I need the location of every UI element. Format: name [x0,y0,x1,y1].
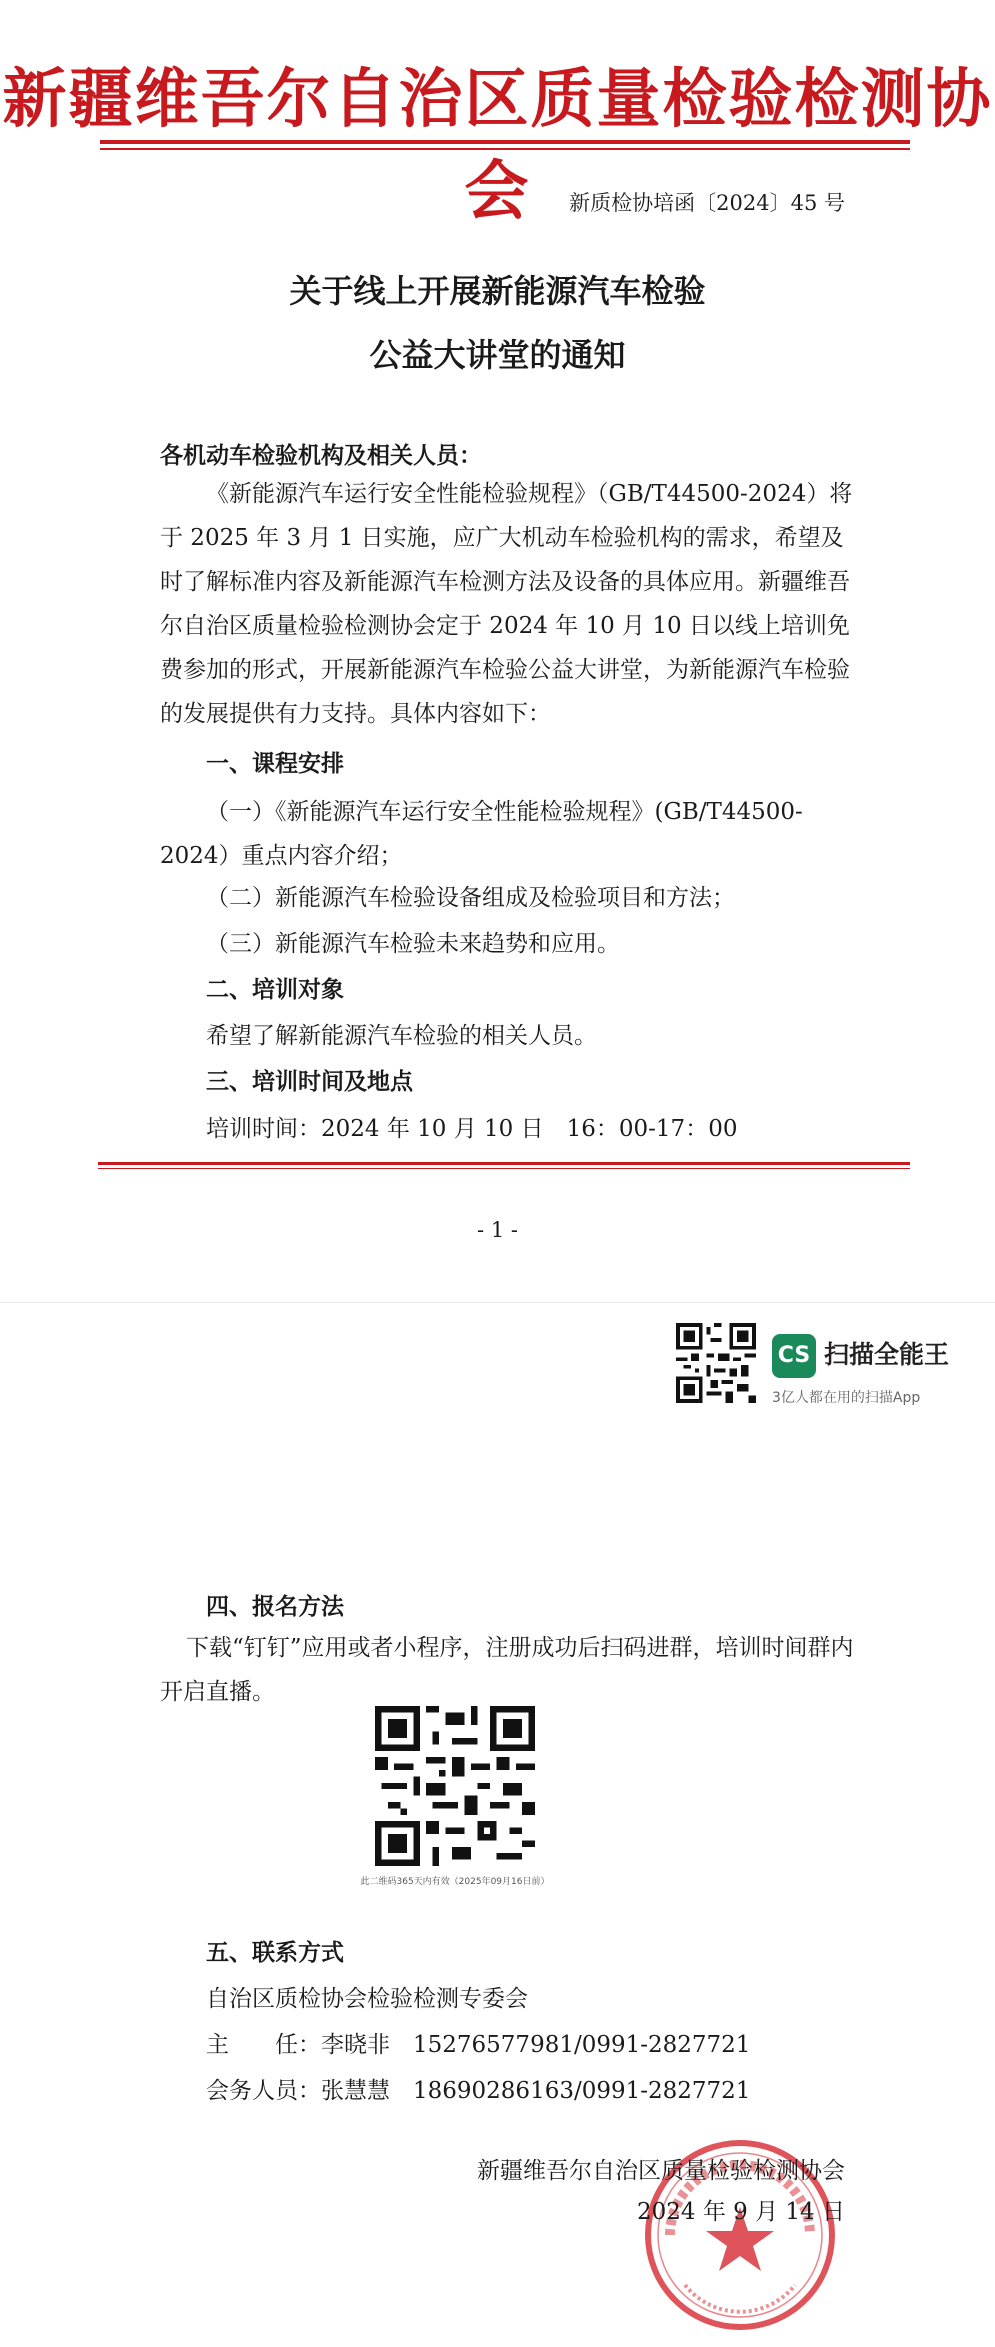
section3-text: 培训时间：2024 年 10 月 10 日 16：00-17：00 [206,1116,738,1142]
section1-item1: （一）《新能源汽车运行安全性能检验规程》(GB/T44500-2024）重点内容介绍； [160,799,803,869]
signature-date: 2024 年 9 月 14 日 [637,2199,845,2225]
header-rule-thin [100,148,910,150]
section4-text: 下载“钉钉”应用或者小程序，注册成功后扫码进群，培训时间群内开启直播。 [160,1635,854,1705]
qr-caption: 此二维码365天内有效（2025年09月16日前） [360,1877,550,1887]
document-number: 新质检协培函〔2024〕45 号 [569,191,845,215]
scanner-watermark [676,1323,976,1405]
notice-title-line2: 公益大讲堂的通知 [369,336,626,374]
camscanner-tagline: 3亿人都在用的扫描App [772,1390,921,1406]
camscanner-logo-icon: CS [772,1334,816,1378]
dingtalk-group-qr-code [375,1706,535,1866]
page-number: - 1 - [477,1218,518,1242]
section5-director: 主 任：李晓非 15276577981/0991-2827721 [206,2032,751,2058]
section2-heading: 二、培训对象 [206,976,344,1003]
qr-code-icon [676,1323,756,1403]
intro-paragraph: 《新能源汽车运行安全性能检验规程》（GB/T44500-2024）将于 2025 年 3 月 1 日实施，应广大机动车检验机构的需求，希望及时了解标准内容及新能源汽车检测方法及设备的具体应用。新疆维吾尔自治区质量检验检测协会定于 2024 年 10 月 10 日以线上培训免费参加的形式，开展新能源汽车检验公益大讲堂，为新能源汽车检验的发展提供有力支持。具体内容如下： [160,481,853,727]
page-separator [0,1302,995,1303]
section1-item3: （三）新能源汽车检验未来趋势和应用。 [206,931,620,957]
notice-title-line1: 关于线上开展新能源汽车检验 [289,272,706,310]
section4-heading: 四、报名方法 [206,1593,344,1620]
section5-staff: 会务人员：张慧慧 18690286163/0991-2827721 [206,2078,751,2104]
section3-heading: 三、培训时间及地点 [206,1068,413,1095]
footer-rule-thick [98,1162,910,1165]
section5-committee: 自治区质检协会检验检测专委会 [206,1986,528,2012]
header-rule-thick [100,140,910,144]
section2-text: 希望了解新能源汽车检验的相关人员。 [206,1023,597,1049]
salutation: 各机动车检验机构及相关人员： [160,442,482,469]
camscanner-name: 扫描全能王 [824,1340,950,1369]
section1-heading: 一、课程安排 [206,750,344,777]
section1-item2: （二）新能源汽车检验设备组成及检验项目和方法； [206,885,735,911]
org-header-title: 新疆维吾尔自治区质量检验检测协会 [2,62,993,229]
footer-rule-thin [98,1168,910,1169]
section5-heading: 五、联系方式 [206,1939,344,1966]
signature-organization: 新疆维吾尔自治区质量检验检测协会 [477,2158,845,2184]
